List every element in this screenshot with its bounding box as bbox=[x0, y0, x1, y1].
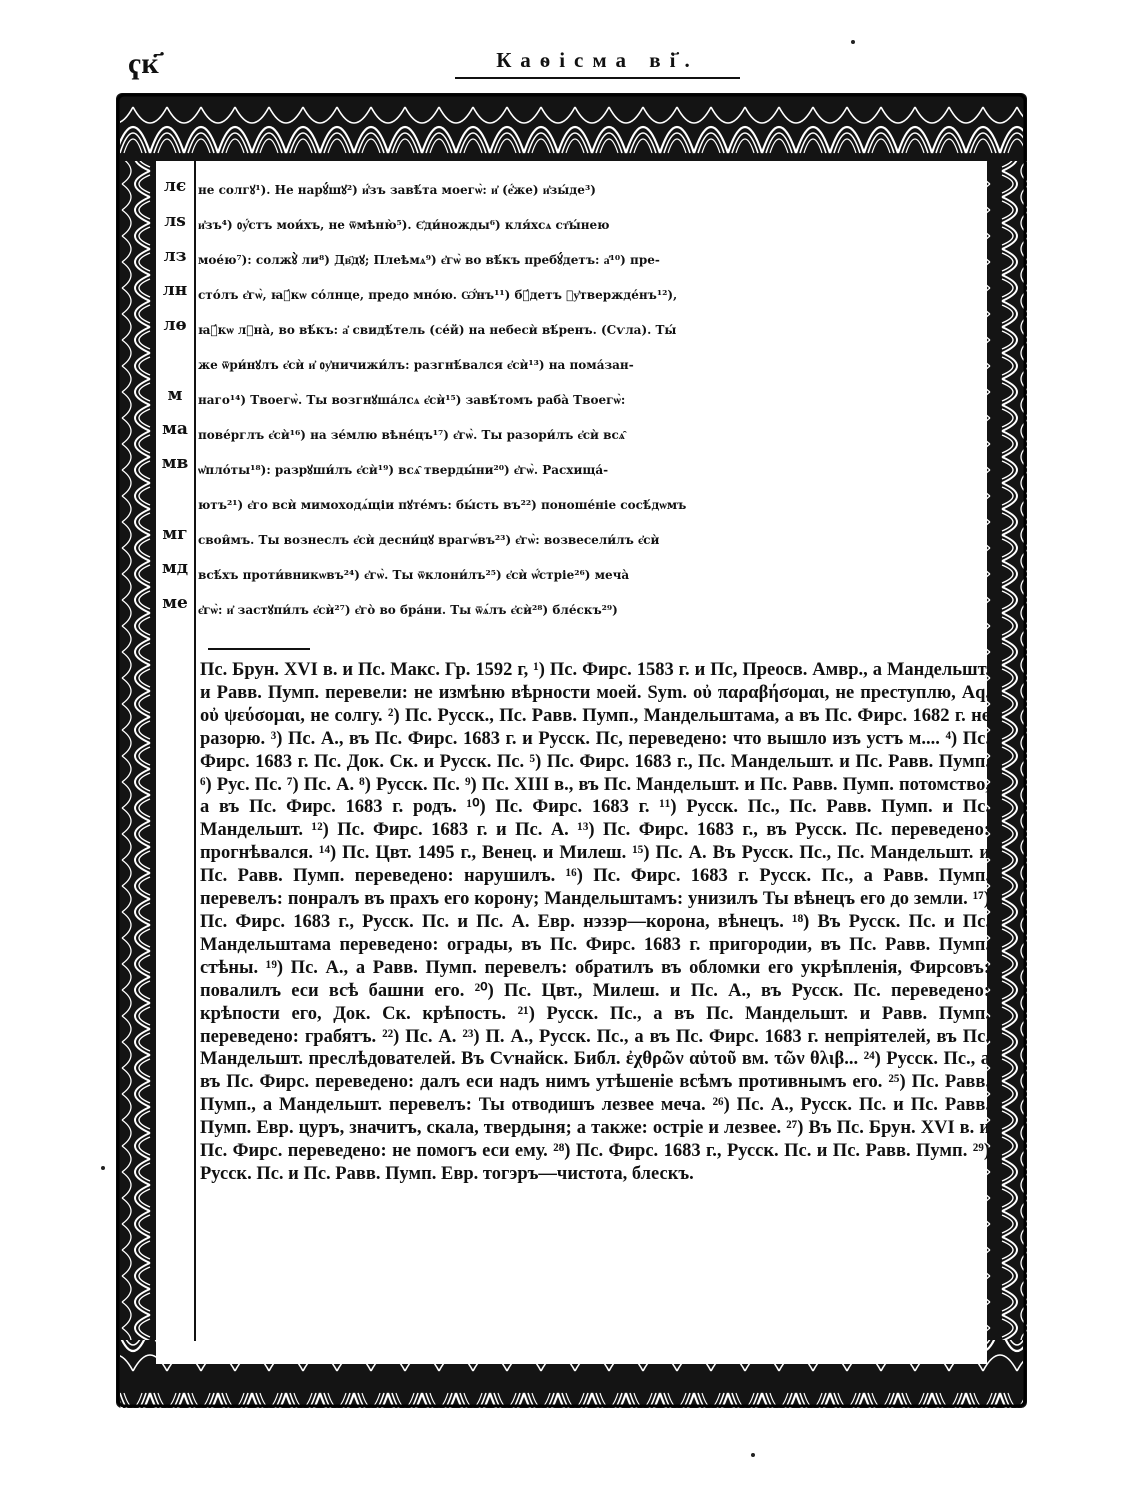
psalm-line: и҆зъ⁴) ᲂу҆́стъ мои́хъ, не ѿмѣню̀⁵). Є҆ди́ножды⁶) кля́хсѧ ст҃ы́нею bbox=[198, 218, 610, 232]
psalm-line: пове́рглъ є҆сѝ¹⁶) на зе́млю вѣне́цъ¹⁷) є҆гѡ̀. Ты разори́лъ є҆сѝ всѧ̑ bbox=[198, 428, 625, 442]
verse-number-column bbox=[156, 161, 196, 1341]
verse-number: лє bbox=[163, 176, 187, 196]
footnote-separator bbox=[208, 648, 310, 650]
running-title: Каѳісма ві҃. bbox=[455, 48, 740, 79]
verse-number: ма bbox=[162, 419, 188, 439]
page-body bbox=[156, 161, 990, 1364]
page-number: ҁк҃ bbox=[128, 46, 159, 81]
psalm-line: ꙗ҆́кѡ лꙋна̀, во вѣ́къ: а҆ свидѣ́тель (се́й) на небесѝ вѣ́ренъ. (Сѵла). Ты́ bbox=[198, 323, 677, 337]
psalm-line: не солгꙋ¹). Не нарꙋ́шꙋ²) и҆́зъ завѣ́та моегѡ̀: и҆ (е҆́же) и҆зы́де³) bbox=[198, 183, 596, 197]
verse-number: лѳ bbox=[163, 315, 187, 335]
verse-number: лз bbox=[163, 246, 187, 266]
verse-number: мв bbox=[161, 453, 189, 473]
verse-number: лѕ bbox=[164, 211, 186, 231]
psalm-line: ютъ²¹) є҆го всѝ мимоходѧ́щіи пꙋте́мъ: бы́сть въ²²) поноше́ніе сосѣ́дѡмъ bbox=[198, 498, 687, 512]
psalm-line: ѡ҆пло́ты¹⁸): разрꙋши́лъ є҆сѝ¹⁹) всѧ̑ тверды́ни²⁰) є҆гѡ̀. Расхища́- bbox=[198, 463, 609, 477]
ornamental-border bbox=[116, 93, 1027, 1408]
psalm-line: є҆гѡ̀: и҆ застꙋпи́лъ є҆сѝ²⁷) є҆го̀ во бра́ни. Ты ѿѧ́лъ є҆сѝ²⁸) бле́скъ²⁹) bbox=[198, 603, 618, 617]
verse-number: мг bbox=[162, 524, 188, 544]
psalm-text bbox=[194, 173, 1010, 628]
print-speck bbox=[851, 40, 855, 44]
psalm-line: мое́ю⁷): солжꙋ̀ ли⁸) Дв҃дꙋ; Плеѣмѧ⁹) є҆гѡ̀ во вѣ́къ пребꙋ́детъ: а҆¹⁰) пре- bbox=[198, 253, 660, 267]
psalm-line: же ѿри́нꙋлъ є҆сѝ и҆ ᲂу҆ничижи́лъ: разгнѣ́вался є҆сѝ¹³) на пома́зан- bbox=[198, 358, 634, 372]
print-speck bbox=[101, 1166, 105, 1170]
psalm-line: всѣ́хъ проти́вникѡвъ²⁴) є҆гѡ̀. Ты ѿклони́лъ²⁵) є҆сѝ ѡ҆́стріе²⁶) меча̀ bbox=[198, 568, 630, 582]
page-header bbox=[0, 42, 1140, 82]
psalm-line: наго¹⁴) Твоегѡ̀. Ты возгнꙋша́лсѧ є҆сѝ¹⁵) завѣ́томъ раба̀ Твоегѡ̀: bbox=[198, 393, 626, 407]
verse-number: лн bbox=[162, 280, 188, 300]
footnotes: Пс. Брун. XVI в. и Пс. Макс. Гр. 1592 г, ¹) Пс. Фирс. 1583 г. и Пс, Преосв. Амвр., а Мандельшт. и Равв. Пумп. перевели: не измѣню вѣрности моей. Sym. οὐ παραβήσομαι, не преступлю, Aq. οὐ ψεύσομαι, не солгу. ²) Пс. Русск., Пс. Равв. Пумп., Мандельштама, а въ Пс. Фирс. 1682 г. не разорю. ³) Пс. А., въ Пс. Фирс. 1683 г. и Русск. Пс, переведено: что вышло изъ устъ м.... ⁴) Пс. Фирс. 1683 г. Пс. Док. Ск. и Русск. Пс. ⁵) Пс. Фирс. 1683 г., Пс. Мандельшт. и Пс. Равв. Пумп. ⁶) Рус. Пс. ⁷) Пс. А. ⁸) Русск. Пс. ⁹) Пс. XIII в., въ Пс. Мандельшт. и Пс. Равв. Пумп. потомство, а въ Пс. Фирс. 1683 г. родъ. ¹⁰) Пс. Фирс. 1683 г. ¹¹) Русск. Пс., Пс. Равв. Пумп. и Пс. Мандельшт. ¹²) Пс. Фирс. 1683 г. и Пс. А. ¹³) Пс. Фирс. 1683 г., въ Русск. Пс. переведено: прогнѣвался. ¹⁴) Пс. Цвт. 1495 г., Венец. и Милеш. ¹⁵) Пс. А. Въ Русск. Пс., Пс. Мандельшт. и Пс. Равв. Пумп. переведено: нарушилъ. ¹⁶) Пс. Фирс. 1683 г. Русск. Пс., а Равв. Пумп. перевелъ: понралъ въ прахъ его корону; Мандельштамъ: унизилъ Ты вѣнецъ его до земли. ¹⁷) Пс. Фирс. 1683 г., Русск. Пс. и Пс. А. Евр. нэзэр—корона, вѣнецъ. ¹⁸) Въ Русск. Пс. и Пс. Мандельштама переведено: ограды, въ Пс. Фирс. 1683 г. пригородии, въ Пс. Равв. Пумп. стѣны. ¹⁹) Пс. А., а Равв. Пумп. перевелъ: обратилъ въ обломки его укрѣпленія, Фирсовъ: повалилъ еси всѣ башни его. ²⁰) Пс. Цвт., Милеш. и Пс. А., въ Русск. Пс. переведено: крѣпости его, Док. Ск. крѣпость. ²¹) Русск. Пс., а въ Пс. Мандельшт. и Равв. Пумп. переведено: грабятъ. ²²) Пс. А. ²³) П. А., Русск. Пс., а въ Пс. Фирс. 1683 г. непріятелей, въ Пс. Мандельшт. преслѣдователей. Въ Сѵнайск. Библ. ἐχθρῶν αὐτοῦ вм. τῶν θλιβ... ²⁴) Русск. Пс., а въ Пс. Фирс. переведено: далъ еси надъ нимъ утѣшеніе всѣмъ противнымъ его. ²⁵) Пс. Равв. Пумп., а Мандельшт. перевелъ: Ты отводишъ лезвее меча. ²⁶) Пс. А., Русск. Пс. и Пс. Равв. Пумп. Евр. цуръ, значитъ, скала, твердыня; а также: острiе и лезвее. ²⁷) Въ Пс. Брун. XVI в. и Пс. Фирс. переведено: не помогъ еси ему. ²⁸) Пс. Фирс. 1683 г., Русск. Пс. и Пс. Равв. Пумп. ²⁹) Русск. Пс. и Пс. Равв. Пумп. Евр. тогэръ—чистота, блескъ. bbox=[200, 660, 990, 1184]
verse-number: мд bbox=[161, 558, 189, 578]
psalm-line: свои̑мъ. Ты вознеслъ є҆сѝ десни́цꙋ врагѡ́въ²³) є҆гѡ̀: возвесели́лъ є҆сѝ bbox=[198, 533, 660, 547]
verse-number: м bbox=[167, 385, 183, 405]
psalm-line: сто́лъ є҆гѡ̀, ꙗ҆́кѡ со́лнце, предо мно́ю. Ѡ҆́нъ¹¹) бꙋ́детъ ᲂу҆твержде́нъ¹²), bbox=[198, 288, 678, 302]
print-speck bbox=[751, 1453, 755, 1457]
verse-number: ме bbox=[162, 593, 188, 613]
